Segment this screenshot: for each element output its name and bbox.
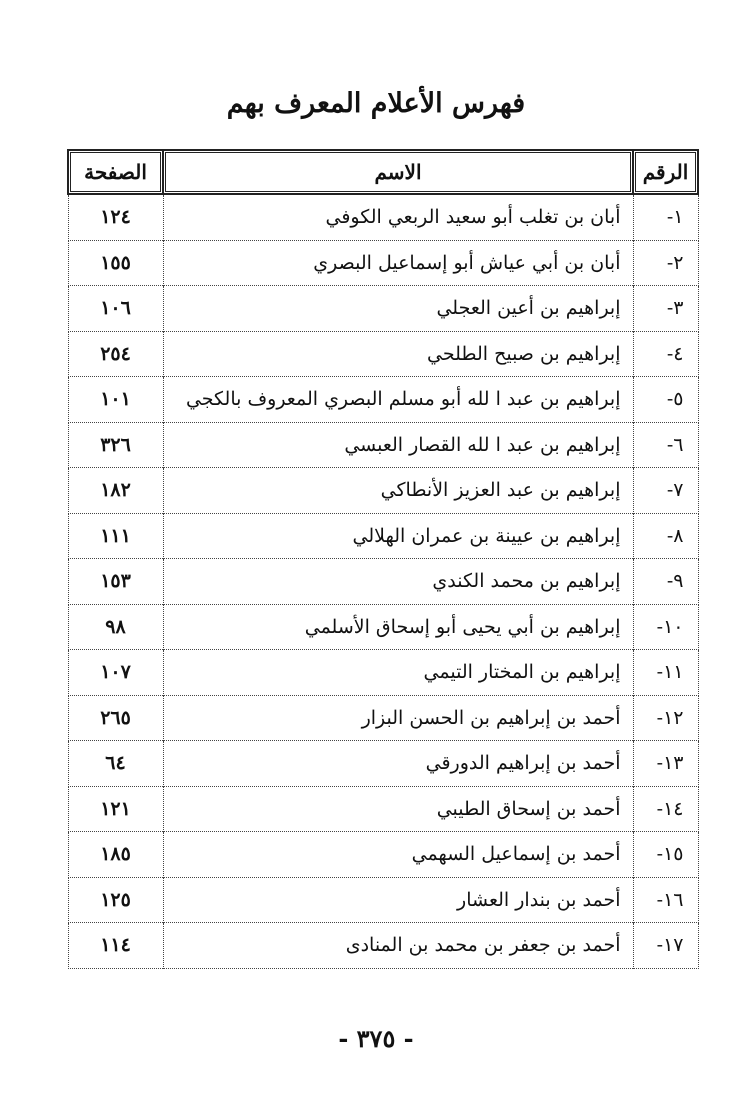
table-row	[68, 695, 698, 741]
row-name: أحمد بن إبراهيم الدورقي	[163, 741, 633, 787]
row-number: ١٤-	[633, 786, 698, 832]
index-table	[67, 149, 699, 969]
row-number: ٥-	[633, 377, 698, 423]
row-name: أحمد بن إبراهيم بن الحسن البزار	[163, 695, 633, 741]
row-name: إبراهيم بن عبد العزيز الأنطاكي	[163, 468, 633, 514]
table-row	[68, 286, 698, 332]
page-title: فهرس الأعلام المعرف بهم	[226, 88, 526, 119]
row-number: ٨-	[633, 513, 698, 559]
row-name: أبان بن أبي عياش أبو إسماعيل البصري	[163, 240, 633, 286]
table-row	[68, 923, 698, 969]
row-name: إبراهيم بن محمد الكندي	[163, 559, 633, 605]
table-row	[68, 468, 698, 514]
row-name: أبان بن تغلب أبو سعيد الربعي الكوفي	[163, 194, 633, 240]
header-page: الصفحة	[68, 150, 163, 194]
row-page: ١٠٦	[68, 286, 163, 332]
table-row	[68, 240, 698, 286]
row-number: ٤-	[633, 331, 698, 377]
row-name: إبراهيم بن عبد ا لله القصار العبسي	[163, 422, 633, 468]
row-page: ١٢١	[68, 786, 163, 832]
row-page: ٢٦٥	[68, 695, 163, 741]
row-name: أحمد بن بندار العشار	[163, 877, 633, 923]
row-page: ١٥٣	[68, 559, 163, 605]
row-page: ٦٤	[68, 741, 163, 787]
table-row	[68, 741, 698, 787]
table-row	[68, 377, 698, 423]
row-page: ٩٨	[68, 604, 163, 650]
header-name: الاسم	[163, 150, 633, 194]
table-row	[68, 786, 698, 832]
table-row	[68, 331, 698, 377]
row-page: ١٠٧	[68, 650, 163, 696]
row-number: ٢-	[633, 240, 698, 286]
row-page: ١٠١	[68, 377, 163, 423]
table-header-row	[68, 150, 698, 194]
table-row	[68, 422, 698, 468]
row-name: إبراهيم بن أبي يحيى أبو إسحاق الأسلمي	[163, 604, 633, 650]
row-number: ١٦-	[633, 877, 698, 923]
row-number: ١٣-	[633, 741, 698, 787]
table-row	[68, 832, 698, 878]
header-number: الرقم	[633, 150, 698, 194]
table-row	[68, 604, 698, 650]
row-page: ١٢٥	[68, 877, 163, 923]
table-row	[68, 650, 698, 696]
row-number: ١٠-	[633, 604, 698, 650]
table-body	[68, 194, 698, 968]
row-number: ١٧-	[633, 923, 698, 969]
row-name: أحمد بن إسماعيل السهمي	[163, 832, 633, 878]
row-name: إبراهيم بن صبيح الطلحي	[163, 331, 633, 377]
row-name: إبراهيم بن أعين العجلي	[163, 286, 633, 332]
row-page: ١١١	[68, 513, 163, 559]
row-page: ٢٥٤	[68, 331, 163, 377]
row-page: ١٥٥	[68, 240, 163, 286]
row-page: ١٨٢	[68, 468, 163, 514]
row-page: ١١٤	[68, 923, 163, 969]
row-page: ١٨٥	[68, 832, 163, 878]
row-number: ٦-	[633, 422, 698, 468]
row-number: ١٢-	[633, 695, 698, 741]
row-name: إبراهيم بن عيينة بن عمران الهلالي	[163, 513, 633, 559]
row-name: أحمد بن جعفر بن محمد بن المنادى	[163, 923, 633, 969]
table-row	[68, 559, 698, 605]
row-page: ١٢٤	[68, 194, 163, 240]
row-number: ١-	[633, 194, 698, 240]
row-name: أحمد بن إسحاق الطيبي	[163, 786, 633, 832]
row-number: ١١-	[633, 650, 698, 696]
row-number: ٩-	[633, 559, 698, 605]
row-number: ٧-	[633, 468, 698, 514]
row-number: ١٥-	[633, 832, 698, 878]
row-page: ٣٢٦	[68, 422, 163, 468]
page-number: - ٣٧٥ -	[338, 1024, 414, 1053]
table-row	[68, 513, 698, 559]
row-name: إبراهيم بن المختار التيمي	[163, 650, 633, 696]
table-row	[68, 877, 698, 923]
row-name: إبراهيم بن عبد ا لله أبو مسلم البصري المعروف بالكجي	[163, 377, 633, 423]
table-row	[68, 194, 698, 240]
row-number: ٣-	[633, 286, 698, 332]
